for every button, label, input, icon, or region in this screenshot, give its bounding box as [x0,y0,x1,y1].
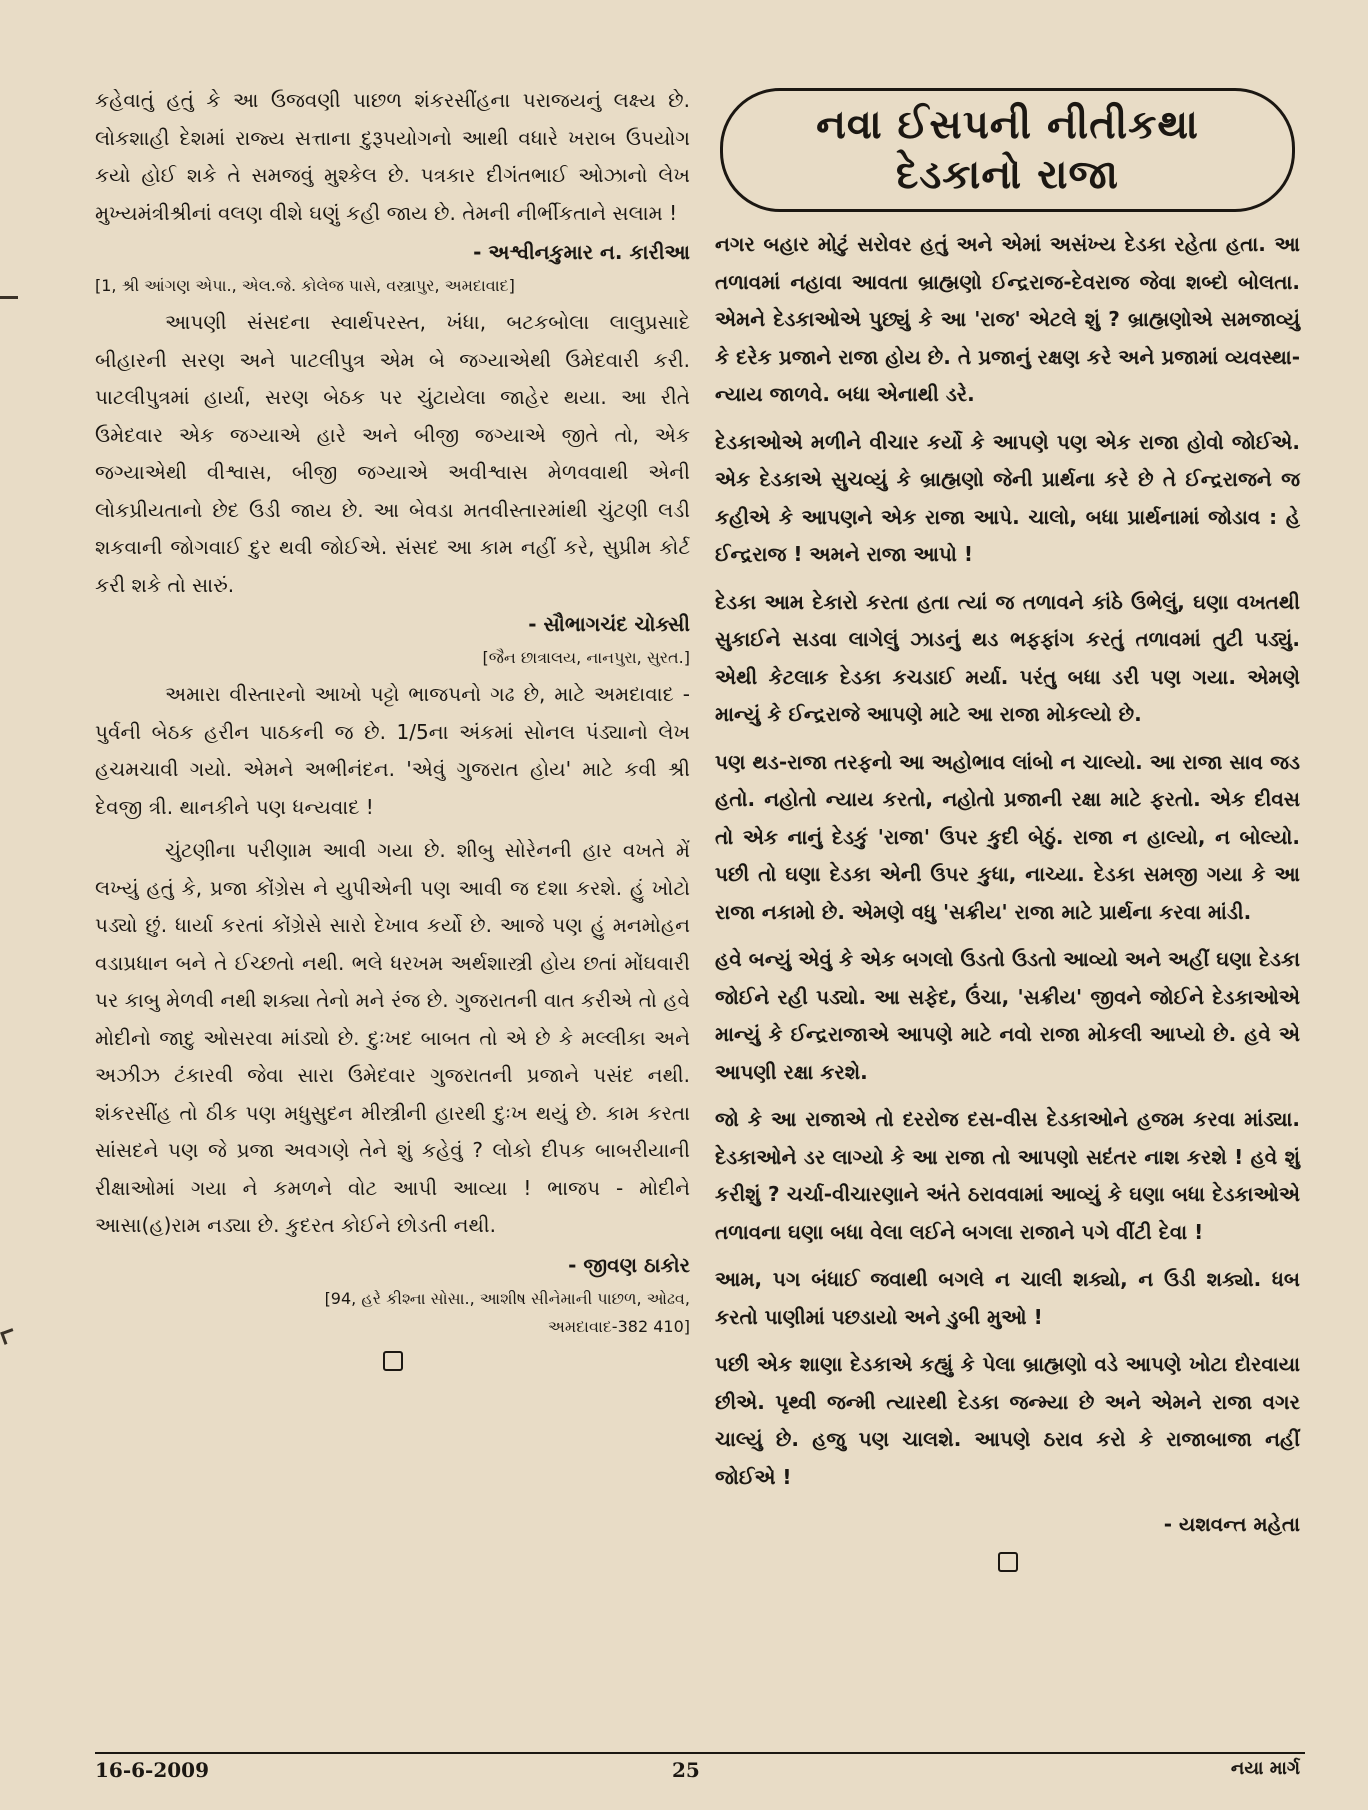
letter-signature: - જીવણ ઠાકોર [568,1252,690,1277]
story-paragraph: આમ, પગ બંધાઈ જવાથી બગલે ન ચાલી શક્યો, ન ઉડી શક્યો. ધબ કરતો પાણીમાં પછડાયો અને ડુબી મુઓ ! [715,1267,1300,1329]
letter-address: અમદાવાદ-382 410] [547,1316,690,1336]
end-mark-icon [998,1552,1018,1572]
story-paragraph: હવે બન્યું એવું કે એક બગલો ઉડતો ઉડતો આવ્યો અને અહીં ઘણા દેડકા જોઈને રહી પડ્યો. આ સફેદ, ઉંચા, 'સક્રીય' જીવને જોઈને દેડકાઓએ માન્યું કે ઈન્દ્રરાજાએ આપણે માટે નવો રાજા મોકલી આપ્યો છે. હવે એ આપણી રક્ષા કરશે. [715,947,1300,1084]
story-column [715,82,1300,1572]
story-title-box [720,88,1295,212]
letter-paragraph: કહેવાતું હતું કે આ ઉજવણી પાછળ શંકરસીંહના પરાજયનું લક્ષ્ય છે. લોકશાહી દેશમાં રાજ્ય સત્તાના દુરૂપયોગનો આથી વધારે ખરાબ ઉપયોગ કયો હોઈ શકે તે સમજવું મુશ્કેલ છે. પત્રકાર દીગંતભાઈ ઓઝાનો લેખ મુખ્યમંત્રીશ્રીનાં વલણ વીશે ઘણું કહી જાય છે. તેમની નીર્ભીકતાને સલામ ! [95,88,690,225]
story-author: - યશવન્ત મહેતા [1163,1512,1300,1536]
letter-paragraph: ચુંટણીના પરીણામ આવી ગયા છે. શીબુ સોરેનની હાર વખતે મેં લખ્યું હતું કે, પ્રજા કોંગ્રેસ ને યુપીએની પણ આવી જ દશા કરશે. હું ખોટો પડ્યો છું. ધાર્યા કરતાં કોંગ્રેસે સારો દેખાવ કર્યો છે. આજે પણ હું મનમોહન વડાપ્રધાન બને તે ઈચ્છતો નથી. ભલે ધરખમ અર્થશાસ્ત્રી હોય છતાં મોંઘવારી પર કાબુ મેળવી નથી શક્યા તેનો મને રંજ છે. ગુજરાતની વાત કરીએ તો હવે મોદીનો જાદુ ઓસરવા માંડ્યો છે. દુઃખદ બાબત તો એ છે કે મલ્લીકા અને અઝીઝ ટંકારવી જેવા સારા ઉમેદવાર ગુજરાતની પ્રજાને પસંદ નથી. શંકરસીંહ તો ઠીક પણ મધુસુદન મીસ્ત્રીની હારથી દુઃખ થયું છે. કામ કરતા સાંસદને પણ જે પ્રજા અવગણે તેને શું કહેવું ? લોકો દીપક બાબરીયાની રીક્ષાઓમાં ગયા ને કમળને વોટ આપી આવ્યા ! ભાજપ - મોદીને આસા(હ)રામ નડ્યા છે. કુદરત કોઈને છોડતી નથી. [95,838,690,1237]
footer-date: 16-6-2009 [95,1758,210,1782]
letter-address: [94, હરે કીશ્ના સોસા., આશીષ સીનેમાની પાછળ, ઓઢવ, [324,1288,690,1308]
story-paragraph: જો કે આ રાજાએ તો દરરોજ દસ-વીસ દેડકાઓને હજમ કરવા માંડ્યા. દેડકાઓને ડર લાગ્યો કે આ રાજા તો આપણો સદંતર નાશ કરશે ! હવે શું કરીશું ? ચર્ચા-વીચારણાને અંતે ઠરાવવામાં આવ્યું કે ઘણા બધા દેડકાઓએ તળાવના ઘણા બધા વેલા લઈને બગલા રાજાને પગે વીંટી દેવા ! [715,1107,1300,1244]
story-paragraph: નગર બહાર મોટું સરોવર હતું અને એમાં અસંખ્ય દેડકા રહેતા હતા. આ તળાવમાં નહાવા આવતા બ્રાહ્મણો ઈન્દ્રરાજ-દેવરાજ જેવા શબ્દો બોલતા. એમને દેડકાઓએ પુછ્યું કે આ 'રાજ' એટલે શું ? બ્રાહ્મણોએ સમજાવ્યું કે દરેક પ્રજાને રાજા હોય છે. તે પ્રજાનું રક્ષણ કરે અને પ્રજામાં વ્યવસ્થા-ન્યાય જાળવે. બધા એનાથી ડરે. [715,232,1300,406]
margin-mark [0,296,18,299]
letter-address: [જૈન છાત્રાલય, નાનપુરા, સુરત.] [482,648,690,667]
story-series-title: નવા ઈસપની નીતીકથા [816,102,1199,148]
end-mark-icon [383,1351,403,1371]
story-paragraph: પછી એક શાણા દેડકાએ કહ્યું કે પેલા બ્રાહ્મણો વડે આપણે ખોટા દોરવાયા છીએ. પૃથ્વી જન્મી ત્યારથી દેડકા જન્મ્યા છે અને એમને રાજા વગર ચાલ્યું છે. હજુ પણ ચાલશે. આપણે ઠરાવ કરો કે રાજાબાજા નહીં જોઈએ ! [715,1352,1300,1489]
letter-paragraph: અમારા વીસ્તારનો આખો પટ્ટો ભાજપનો ગઢ છે, માટે અમદાવાદ - પુર્વની બેઠક હરીન પાઠકની જ છે. 1/5ના અંકમાં સોનલ પંડ્યાનો લેખ હચમચાવી ગયો. એમને અભીનંદન. 'એવું ગુજરાત હોય' માટે કવી શ્રી દેવજી ત્રી. થાનકીને પણ ધન્યવાદ ! [95,682,690,819]
magazine-name: નયા માર્ગ [1230,1758,1300,1779]
footer-rule [95,1752,1305,1754]
letter-paragraph: આપણી સંસદના સ્વાર્થપરસ્ત, ખંધા, બટકબોલા લાલુપ્રસાદે બીહારની સરણ અને પાટલીપુત્ર એમ બે જગ્યાએથી ઉમેદવારી કરી. પાટલીપુત્રમાં હાર્યા, સરણ બેઠક પર ચુંટાયેલા જાહેર થયા. આ રીતે ઉમેદવાર એક જગ્યાએ હારે અને બીજી જગ્યાએ જીતે તો, એક જગ્યાએથી વીશ્વાસ, બીજી જગ્યાએ અવીશ્વાસ મેળવવાથી એની લોકપ્રીયતાનો છેદ ઉડી જાય છે. આ બેવડા મતવીસ્તારમાંથી ચુંટણી લડી શકવાની જોગવાઈ દુર થવી જોઈએ. સંસદ આ કામ નહીં કરે, સુપ્રીમ કોર્ટ કરી શકે તો સારું. [95,310,690,597]
story-paragraph: પણ થડ-રાજા તરફનો આ અહોભાવ લાંબો ન ચાલ્યો. આ રાજા સાવ જડ હતો. નહોતો ન્યાય કરતો, નહોતો પ્રજાની રક્ષા માટે ફરતો. એક દીવસ તો એક નાનું દેડકું 'રાજા' ઉપર કુદી બેઠું. રાજા ન હાલ્યો, ન બોલ્યો. પછી તો ઘણા દેડકા એની ઉપર કુધા, નાચ્યા. દેડકા સમજી ગયા કે આ રાજા નકામો છે. એમણે વધુ 'સક્રીય' રાજા માટે પ્રાર્થના કરવા માંડી. [715,749,1300,924]
letter-signature: - સૌભાગચંદ ચોક્સી [528,612,690,636]
margin-mark [0,1328,17,1345]
story-title: દેડકાનો રાજા [895,152,1119,198]
story-paragraph: દેડકાઓએ મળીને વીચાર કર્યો કે આપણે પણ એક રાજા હોવો જોઈએ. એક દેડકાએ સુચવ્યું કે બ્રાહ્મણો જેની પ્રાર્થના કરે છે તે ઈન્દ્રરાજને જ કહીએ કે આપણને એક રાજા આપે. ચાલો, બધા પ્રાર્થનામાં જોડાવ : હે ઈન્દ્રરાજ ! અમને રાજા આપો ! [715,429,1300,566]
letter-address: [1, શ્રી આંગણ એપા., એલ.જે. કોલેજ પાસે, વસ્ત્રાપુર, અમદાવાદ] [95,276,515,295]
story-paragraph: દેડકા આમ દેકારો કરતા હતા ત્યાં જ તળાવને કાંઠે ઉભેલું, ઘણા વખતથી સુકાઈને સડવા લાગેલું ઝાડનું થડ ભફફાંગ કરતું તળાવમાં તુટી પડ્યું. એથી કેટલાક દેડકા કચડાઈ મર્યા. પરંતુ બધા ડરી પણ ગયા. એમણે માન્યું કે ઈન્દ્રરાજે આપણે માટે આ રાજા મોકલ્યો છે. [715,589,1300,726]
page-number: 25 [672,1758,700,1782]
letters-column [95,82,690,1371]
letter-signature: - અશ્વીનકુમાર ન. કારીઆ [473,240,690,264]
